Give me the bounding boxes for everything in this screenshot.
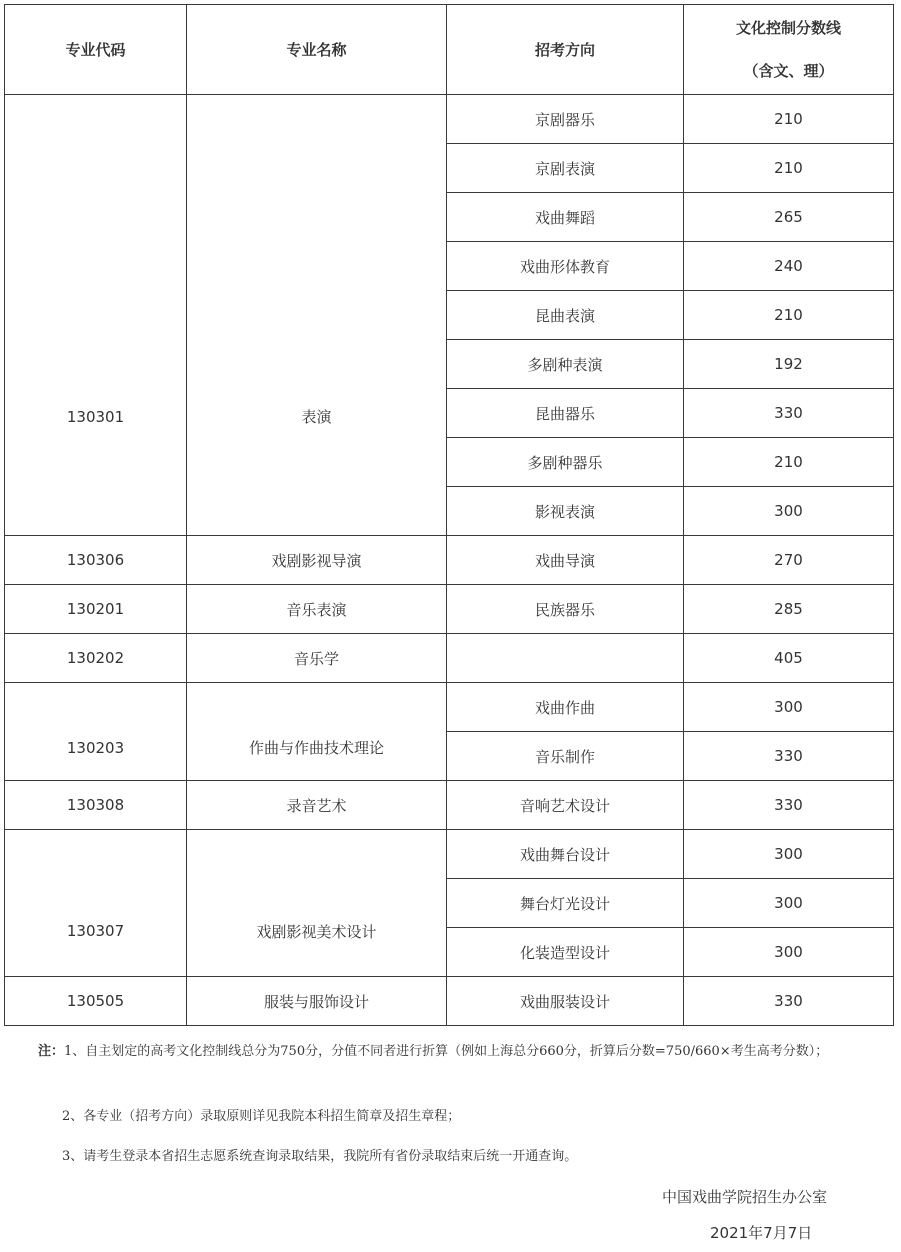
cell-direction: 戏曲导演 xyxy=(447,536,684,585)
header-score-line-subtitle: （含文、理） xyxy=(743,61,834,80)
cell-direction: 影视表演 xyxy=(447,487,684,536)
note-3: 3、请考生登录本省招生志愿系统查询录取结果，我院所有省份录取结束后统一开通查询。 xyxy=(62,1149,578,1164)
cell-direction: 音乐制作 xyxy=(447,732,684,781)
cell-major-code: 130301 xyxy=(5,95,187,536)
cell-direction: 戏曲舞蹈 xyxy=(447,193,684,242)
signature-organization: 中国戏曲学院招生办公室 xyxy=(662,1188,828,1206)
cell-major-code: 130201 xyxy=(5,585,187,634)
table-row xyxy=(5,634,894,683)
header-major-name: 专业名称 xyxy=(187,5,447,95)
cell-score: 300 xyxy=(684,830,894,879)
header-score-line-title: 文化控制分数线 xyxy=(735,18,841,37)
cell-major-code: 130203 xyxy=(5,683,187,781)
header-direction: 招考方向 xyxy=(447,5,684,95)
cell-direction: 多剧种器乐 xyxy=(447,438,684,487)
cell-major-name: 戏剧影视导演 xyxy=(187,536,447,585)
cell-score: 270 xyxy=(684,536,894,585)
cell-score: 265 xyxy=(684,193,894,242)
table-row xyxy=(5,683,894,732)
cell-direction xyxy=(447,634,684,683)
score-table xyxy=(4,4,894,1026)
note-label: 注： xyxy=(38,1044,65,1059)
header-major-code: 专业代码 xyxy=(5,5,187,95)
signature-date: 2021年7月7日 xyxy=(710,1224,813,1242)
cell-score: 285 xyxy=(684,585,894,634)
cell-direction: 戏曲服装设计 xyxy=(447,977,684,1026)
cell-major-name: 服装与服饰设计 xyxy=(187,977,447,1026)
cell-direction: 昆曲器乐 xyxy=(447,389,684,438)
cell-score: 300 xyxy=(684,879,894,928)
cell-direction: 戏曲形体教育 xyxy=(447,242,684,291)
table-body xyxy=(5,95,894,1026)
cell-score: 330 xyxy=(684,781,894,830)
cell-major-name: 录音艺术 xyxy=(187,781,447,830)
cell-score: 240 xyxy=(684,242,894,291)
table-row xyxy=(5,781,894,830)
cell-direction: 京剧器乐 xyxy=(447,95,684,144)
cell-score: 210 xyxy=(684,291,894,340)
cell-major-code: 130202 xyxy=(5,634,187,683)
note-1 xyxy=(38,1040,894,1064)
cell-major-code: 130306 xyxy=(5,536,187,585)
cell-score: 300 xyxy=(684,928,894,977)
cell-major-code: 130505 xyxy=(5,977,187,1026)
cell-major-name: 表演 xyxy=(187,95,447,536)
cell-major-name: 作曲与作曲技术理论 xyxy=(187,683,447,781)
cell-major-name: 音乐学 xyxy=(187,634,447,683)
cell-direction: 昆曲表演 xyxy=(447,291,684,340)
cell-direction: 多剧种表演 xyxy=(447,340,684,389)
cell-direction: 化装造型设计 xyxy=(447,928,684,977)
cell-score: 210 xyxy=(684,438,894,487)
table-row xyxy=(5,95,894,144)
cell-direction: 音响艺术设计 xyxy=(447,781,684,830)
note-1-text: 1、自主划定的高考文化控制线总分为750分，分值不同者进行折算（例如上海总分660分，折算后分数=750/660×考生高考分数）； xyxy=(64,1044,829,1059)
cell-direction: 戏曲舞台设计 xyxy=(447,830,684,879)
cell-direction: 民族器乐 xyxy=(447,585,684,634)
cell-score: 192 xyxy=(684,340,894,389)
cell-score: 210 xyxy=(684,144,894,193)
cell-major-name: 音乐表演 xyxy=(187,585,447,634)
cell-score: 210 xyxy=(684,95,894,144)
cell-score: 300 xyxy=(684,683,894,732)
cell-score: 330 xyxy=(684,732,894,781)
table-row xyxy=(5,830,894,879)
cell-score: 330 xyxy=(684,389,894,438)
cell-score: 300 xyxy=(684,487,894,536)
cell-direction: 京剧表演 xyxy=(447,144,684,193)
cell-direction: 舞台灯光设计 xyxy=(447,879,684,928)
header-score-line xyxy=(684,5,894,95)
note-2: 2、各专业（招考方向）录取原则详见我院本科招生简章及招生章程； xyxy=(62,1109,461,1124)
table-header-row xyxy=(5,5,894,95)
cell-major-name: 戏剧影视美术设计 xyxy=(187,830,447,977)
cell-score: 405 xyxy=(684,634,894,683)
table-row xyxy=(5,536,894,585)
cell-score: 330 xyxy=(684,977,894,1026)
cell-major-code: 130308 xyxy=(5,781,187,830)
table-row xyxy=(5,977,894,1026)
table-row xyxy=(5,585,894,634)
cell-direction: 戏曲作曲 xyxy=(447,683,684,732)
cell-major-code: 130307 xyxy=(5,830,187,977)
